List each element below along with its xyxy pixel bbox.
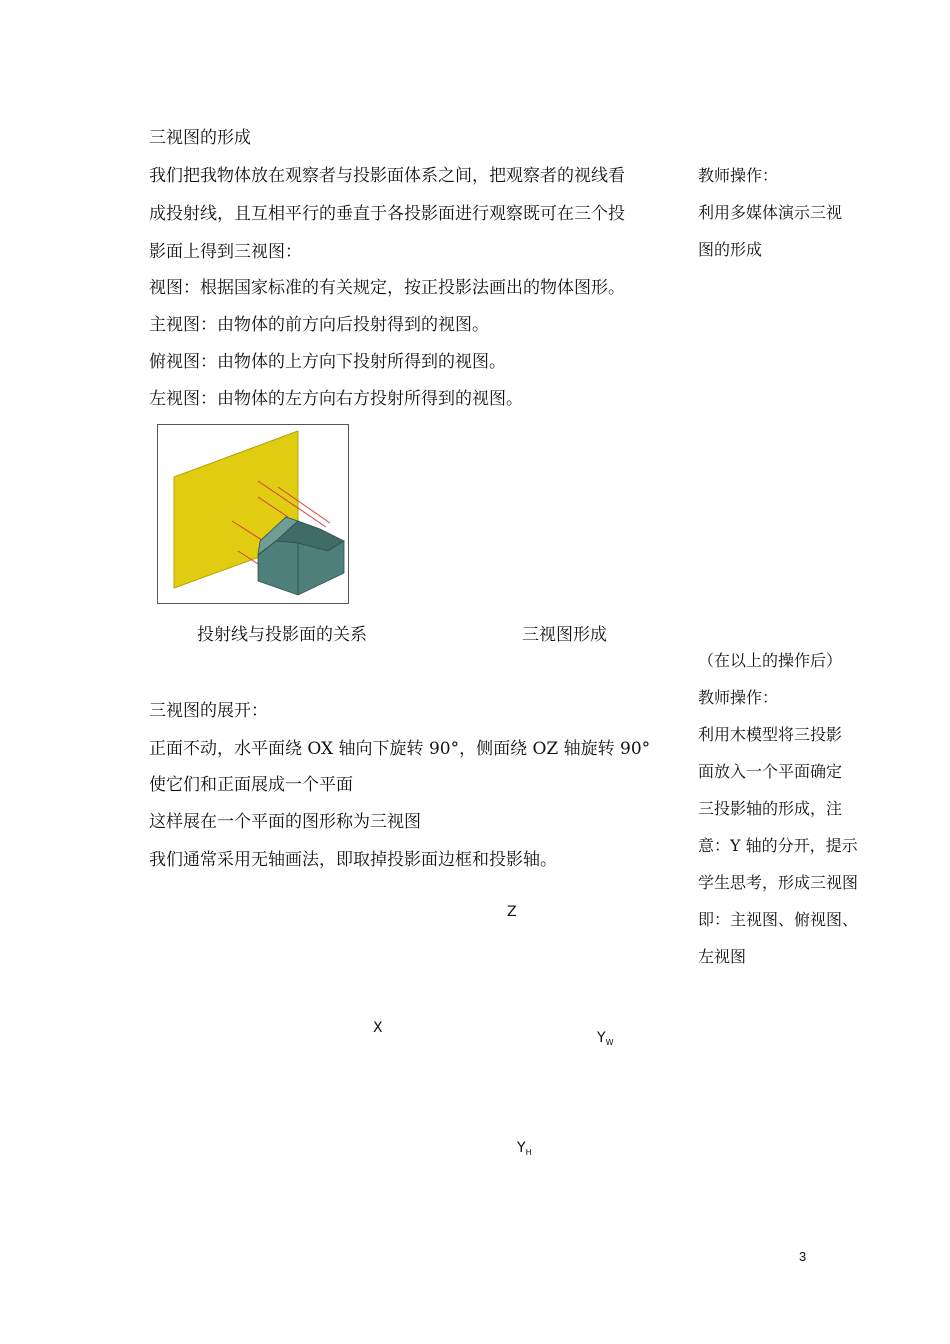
axis-label-yh: $Y_H$ <box>517 1140 532 1157</box>
paragraph-line: 使它们和正面展成一个平面 <box>149 775 353 795</box>
side-note-line: 意：Y 轴的分开，提示 <box>698 836 858 855</box>
section-heading-unfolding: 三视图的展开： <box>149 701 268 721</box>
side-note-line: 图的形成 <box>698 240 763 259</box>
axis-label-yw: $Y_W$ <box>597 1030 614 1047</box>
page-number: 3 <box>799 1249 807 1264</box>
projection-figure <box>157 424 349 604</box>
paragraph-line: 成投射线，且互相平行的垂直于各投影面进行观察既可在三个投 <box>149 204 625 224</box>
projection-illustration <box>158 425 348 603</box>
figure-caption-projection: 投射线与投影面的关系 <box>197 625 367 645</box>
side-note-line: 面放入一个平面确定 <box>698 762 843 781</box>
definition-top-view: 俯视图：由物体的上方向下投射所得到的视图。 <box>149 352 506 372</box>
side-note-line: 左视图 <box>698 947 747 966</box>
side-note-line: 教师操作： <box>698 688 779 707</box>
block-front-face <box>258 541 344 595</box>
side-note-line: 三投影轴的形成，注 <box>698 799 843 818</box>
axis-label-x: X <box>373 1020 383 1036</box>
figure-caption-three-views: 三视图形成 <box>522 625 607 645</box>
paragraph-line: 我们通常采用无轴画法，即取掉投影面边框和投影轴。 <box>149 850 557 870</box>
section-heading-formation: 三视图的形成 <box>149 128 251 148</box>
side-note-line: （在以上的操作后） <box>698 651 843 670</box>
paragraph-line: 我们把我物体放在观察者与投影面体系之间，把观察者的视线看 <box>149 166 625 186</box>
side-note-line: 即：主视图、俯视图、 <box>698 910 859 929</box>
definition-view: 视图：根据国家标准的有关规定，按正投影法画出的物体图形。 <box>149 278 625 298</box>
definition-left-view: 左视图：由物体的左方向右方投射所得到的视图。 <box>149 389 523 409</box>
side-note-line: 利用木模型将三投影 <box>698 725 843 744</box>
definition-front-view: 主视图：由物体的前方向后投射得到的视图。 <box>149 315 489 335</box>
axis-label-z: Z <box>507 904 517 920</box>
paragraph-line: 影面上得到三视图： <box>149 242 302 262</box>
side-note-line: 学生思考，形成三视图 <box>698 873 859 892</box>
paragraph-line: 这样展在一个平面的图形称为三视图 <box>149 812 421 832</box>
paragraph-line: 正面不动，水平面绕 OX 轴向下旋转 90°，侧面绕 OZ 轴旋转 90° <box>149 739 651 759</box>
side-note-line: 教师操作： <box>698 166 779 185</box>
side-note-line: 利用多媒体演示三视 <box>698 203 843 222</box>
